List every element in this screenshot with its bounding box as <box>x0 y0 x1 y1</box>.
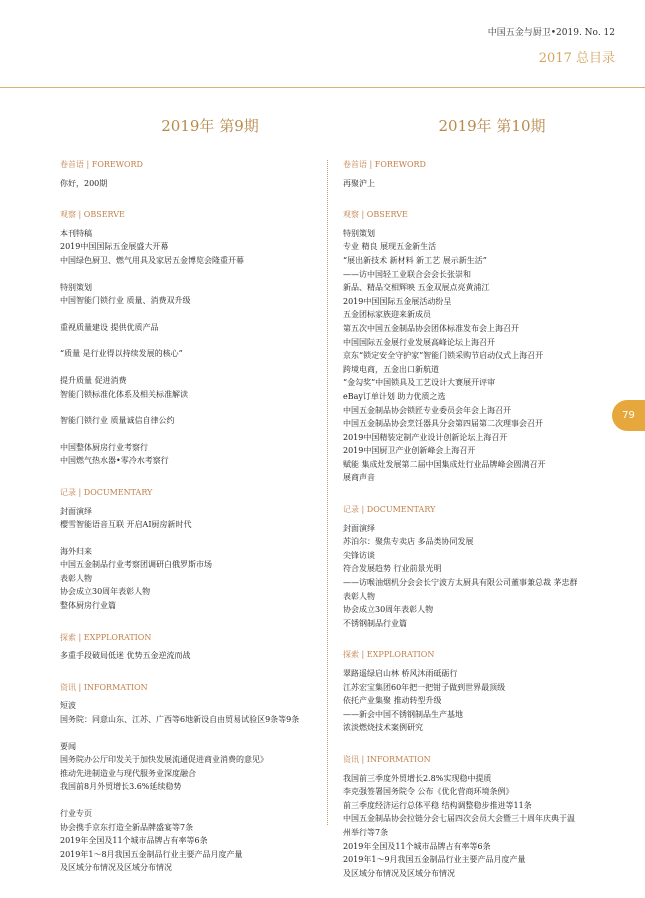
issue-10-title: 2019年 第10期 <box>438 117 546 135</box>
toc-entry: 五金团标家族迎来新成员 <box>343 310 431 320</box>
section-heading: 卷首语 | FOREWORD <box>343 160 426 169</box>
toc-entry: “金勾奖”中国锁具及工艺设计大赛展开评审 <box>343 378 496 388</box>
toc-group <box>60 177 345 191</box>
toc-entry: 2019年全国及11个城市品牌占有率等6条 <box>343 841 491 851</box>
toc-entry: ——新会中国不锈钢制品生产基地 <box>343 709 463 719</box>
toc-entry: eBay订单计划 助力优质之选 <box>343 391 446 401</box>
toc-entry: 特别策划 <box>343 228 375 238</box>
toc-entry: 中国燃气热水器•零冷水考察行 <box>60 456 169 466</box>
toc-entry: 特别策划 <box>60 282 92 292</box>
issue-10-contents <box>343 158 628 898</box>
toc-entry: 协会成立30周年表彰人物 <box>343 605 434 615</box>
toc-group <box>60 347 345 361</box>
toc-section <box>60 208 345 468</box>
toc-entry: 协会携手京东打造全新品牌盛宴等7条 <box>60 822 194 832</box>
toc-entry: 表彰人物 <box>60 573 92 583</box>
toc-entry: 重视质量建设 提供优质产品 <box>60 322 159 332</box>
toc-entry: 推动先进制造业与现代服务业深度融合 <box>60 768 196 778</box>
toc-entry: 浓淡燃烧技术案例研究 <box>343 723 423 733</box>
toc-entry: 我国前三季度外贸增长2.8%实现稳中提质 <box>343 773 492 783</box>
toc-entry: 中国国际五金展行业发展高峰论坛上海召开 <box>343 337 495 347</box>
toc-entry: 及区域分布情况及区域分布情况 <box>60 863 172 873</box>
toc-entry: 中国五金制品协会拉链分会七届四次会员大会暨三十周年庆典于温 <box>343 814 575 824</box>
toc-entry: 提升质量 促进消费 <box>60 375 127 385</box>
section-heading: 卷首语 | FOREWORD <box>60 160 143 169</box>
toc-group <box>343 667 628 735</box>
toc-group <box>60 227 345 268</box>
toc-entry: 智能门锁标准化体系及相关标准解读 <box>60 389 188 399</box>
toc-group <box>60 374 345 401</box>
toc-entry: 及区域分布情况及区域分布情况 <box>343 868 455 878</box>
toc-group <box>60 740 345 794</box>
toc-section <box>343 753 628 880</box>
toc-entry: 2019中国厨卫产业创新峰会上海召开 <box>343 446 476 456</box>
toc-section <box>343 208 628 485</box>
toc-entry: 京东“锁定安全守护家”智能门锁采购节启动仪式上海召开 <box>343 351 544 361</box>
toc-section <box>343 503 628 630</box>
section-heading: 记录 | DOCUMENTARY <box>343 505 436 515</box>
page-title: 2017 总目录 <box>538 51 615 66</box>
toc-entry: 你好，200期 <box>60 178 108 188</box>
toc-entry: 中国五金制品协会锁匠专业委员会年会上海召开 <box>343 405 511 415</box>
toc-entry: “展出新技术 新材料 新工艺 展示新生活” <box>343 255 487 265</box>
toc-entry: 第五次中国五金制品协会团体标准发布会上海召开 <box>343 323 519 333</box>
toc-group <box>60 699 345 726</box>
toc-entry: 赋能 集成灶发展第二届中国集成灶行业品牌峰会圆满召开 <box>343 459 546 469</box>
toc-entry: 2019中国精装定制产业设计创新论坛上海召开 <box>343 432 508 442</box>
section-heading: 探索 | EXPPLORATION <box>60 632 152 642</box>
toc-entry: “质量 是行业得以持续发展的核心” <box>60 349 183 359</box>
toc-section <box>343 158 628 190</box>
toc-section <box>343 648 628 735</box>
toc-entry: 樱雪智能语音互联 开启AI厨房新时代 <box>60 520 192 530</box>
toc-entry: 专业 精良 展现五金新生活 <box>343 242 437 252</box>
toc-entry: 符合发展趋势 行业前景光明 <box>343 564 442 574</box>
page-number-tab: 79 <box>612 400 645 431</box>
section-heading: 资讯 | INFORMATION <box>343 754 431 764</box>
toc-entry: 本刊特稿 <box>60 228 92 238</box>
toc-entry: 表彰人物 <box>343 591 375 601</box>
toc-group <box>60 321 345 335</box>
toc-entry: 行业专页 <box>60 809 92 818</box>
toc-entry: 翠路遥绿启山林 桥风沐雨砥砺行 <box>343 669 458 678</box>
toc-entry: 中国五金制品协会烹饪器具分会第四届第二次理事会召开 <box>343 419 543 429</box>
toc-section <box>60 681 345 875</box>
toc-entry: 李克强签署国务院令 公布《优化营商环境条例》 <box>343 787 514 797</box>
toc-group <box>60 414 345 428</box>
toc-section <box>60 158 345 190</box>
toc-entry: 不锈钢制品行业篇 <box>343 618 407 628</box>
toc-entry: 中国整体厨房行业考察行 <box>60 442 148 452</box>
toc-entry: 智能门锁行业 质量诚信自律公约 <box>60 416 175 426</box>
toc-entry: 封面演绎 <box>60 506 92 516</box>
toc-entry: 依托产业集聚 推动转型升级 <box>343 696 442 706</box>
toc-entry: 海外归来 <box>60 546 92 556</box>
toc-entry: 协会成立30周年表彰人物 <box>60 587 151 597</box>
toc-section <box>60 631 345 663</box>
toc-entry: 跨境电商，五金出口新航道 <box>343 364 439 374</box>
toc-group <box>60 441 345 468</box>
toc-entry: 2019中国国际五金展活动纷呈 <box>343 296 452 306</box>
toc-entry: 再聚沪上 <box>343 178 375 188</box>
header-divider <box>0 87 645 88</box>
section-heading: 探索 | EXPPLORATION <box>343 650 435 660</box>
toc-entry: ——访中国轻工业联合会会长张崇和 <box>343 269 471 279</box>
toc-group <box>60 649 345 663</box>
toc-entry: 前三季度经济运行总体平稳 结构调整稳步推进等11条 <box>343 800 532 810</box>
toc-entry: 2019中国国际五金展盛大开幕 <box>60 242 169 252</box>
toc-entry: 州举行等7条 <box>343 827 389 837</box>
toc-group <box>60 505 345 532</box>
toc-entry: 尖锋访谈 <box>343 550 375 560</box>
toc-entry: 新品、精品交相辉映 五金双展点亮黄浦江 <box>343 283 490 293</box>
toc-entry: 中国绿色厨卫、燃气用具及家居五金博览会隆重开幕 <box>60 255 244 265</box>
issue-9-contents <box>60 158 345 893</box>
toc-entry: 中国五金制品行业考察团调研白俄罗斯市场 <box>60 560 212 570</box>
toc-entry: 2019年1～8月我国五金制品行业主要产品月度产量 <box>60 849 243 859</box>
toc-group <box>343 177 628 191</box>
toc-entry: 整体厨房行业篇 <box>60 601 116 611</box>
toc-entry: 2019年全国及11个城市品牌占有率等6条 <box>60 836 208 846</box>
toc-group <box>343 772 628 881</box>
toc-entry: 江苏宏宝集团60年把一把钳子做到世界最顶级 <box>343 682 506 692</box>
toc-entry: 展商声音 <box>343 473 375 483</box>
toc-entry: 国务院办公厅印发关于加快发展流通促进商业消费的意见》 <box>60 755 268 765</box>
toc-group <box>60 281 345 308</box>
section-heading: 观察 | OBSERVE <box>60 210 125 220</box>
toc-section <box>60 486 345 613</box>
toc-entry: 多重手段破局低迷 优势五金逆流而战 <box>60 651 191 661</box>
section-heading: 资讯 | INFORMATION <box>60 682 148 692</box>
toc-entry: 要闻 <box>60 741 76 751</box>
toc-group <box>60 807 345 875</box>
toc-group <box>60 545 345 613</box>
toc-entry: 短波 <box>60 701 76 711</box>
toc-entry: 国务院：同意山东、江苏、广西等6地新设自由贸易试验区9条等9条 <box>60 715 300 725</box>
journal-issue: 中国五金与厨卫•2019. No. 12 <box>487 28 615 38</box>
toc-entry: 封面演绎 <box>343 523 375 533</box>
toc-entry: 我国前8月外贸增长3.6%延续稳势 <box>60 782 182 792</box>
section-heading: 观察 | OBSERVE <box>343 210 408 220</box>
toc-entry: 2019年1～9月我国五金制品行业主要产品月度产量 <box>343 855 526 865</box>
toc-entry: 苏泊尔：聚焦专卖店 多品类协同发展 <box>343 537 474 547</box>
section-heading: 记录 | DOCUMENTARY <box>60 487 153 497</box>
issue-9-title: 2019年 第9期 <box>161 117 259 135</box>
toc-entry: ——访喉油烟机分会会长宁波方太厨具有限公司董事兼总裁 茅忠群 <box>343 578 578 588</box>
toc-entry: 中国智能门锁行业 质量、消费双升级 <box>60 296 191 306</box>
toc-group <box>343 522 628 631</box>
toc-group <box>343 227 628 485</box>
